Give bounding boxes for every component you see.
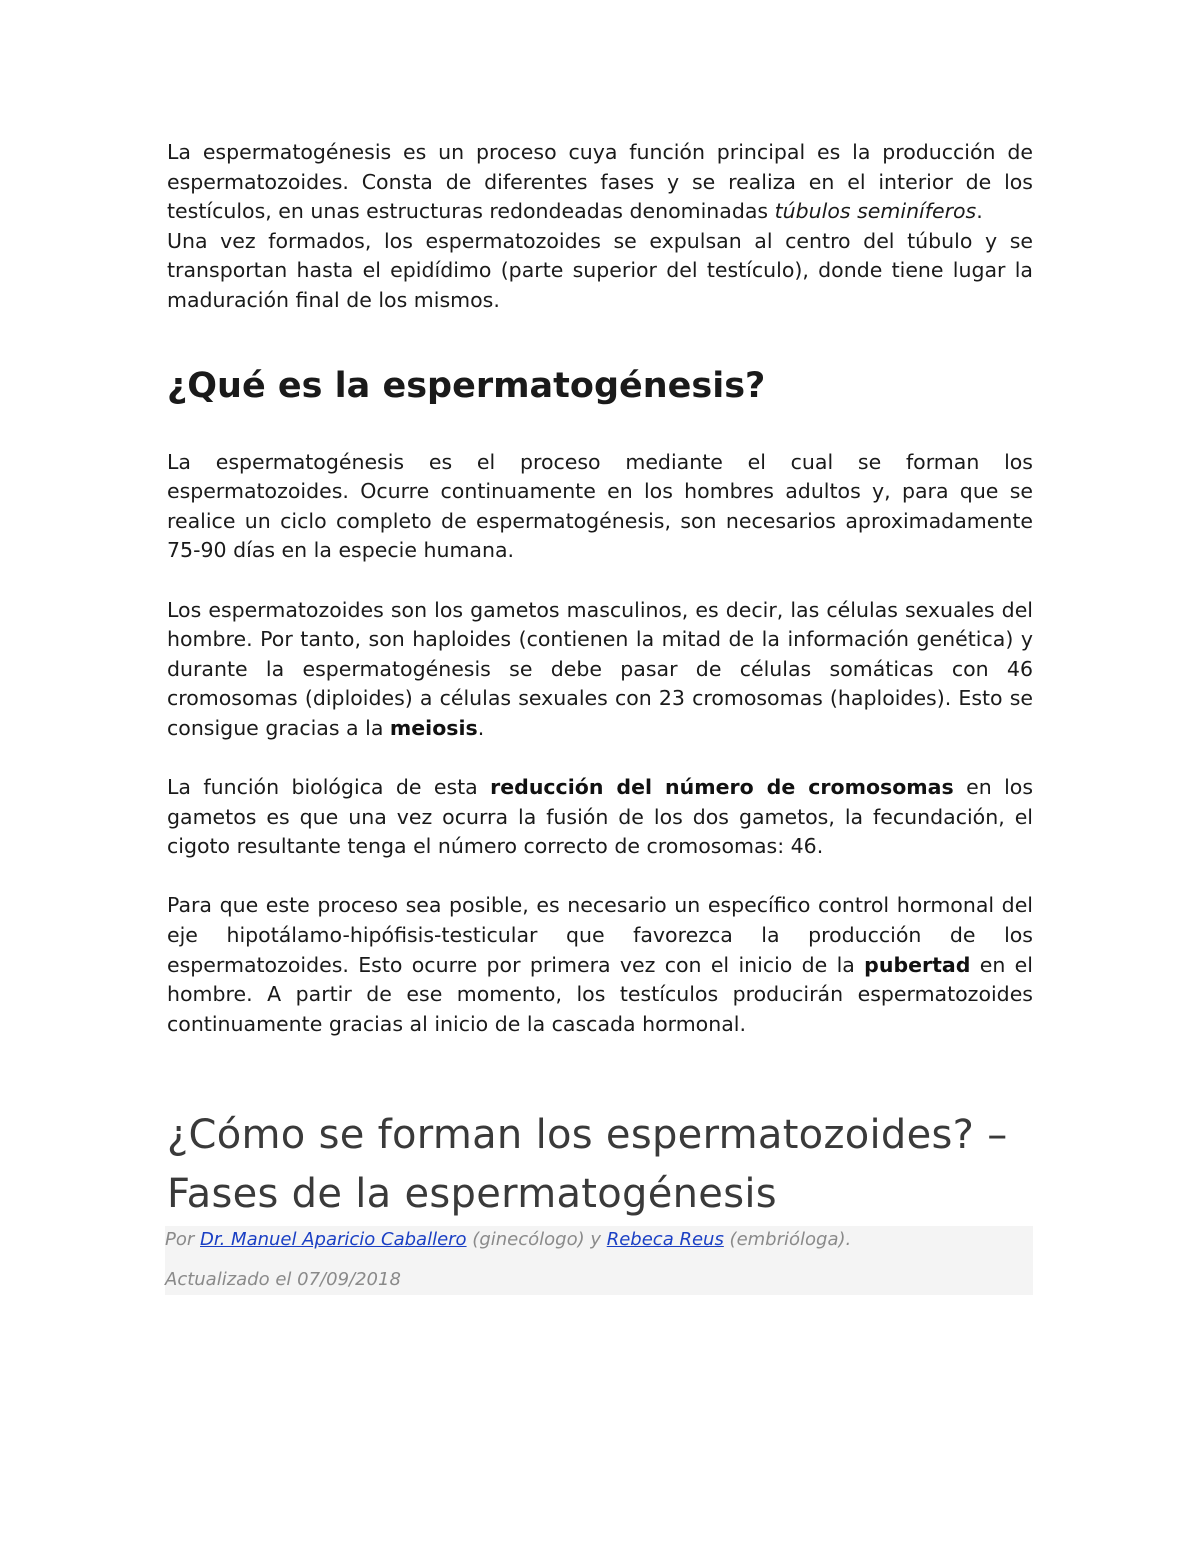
byline-prefix: Por — [165, 1229, 200, 1251]
document-page — [167, 138, 1033, 1295]
byline-role-1: (ginecólogo) y — [466, 1229, 607, 1251]
author-link-manuel-aparicio[interactable]: Dr. Manuel Aparicio Caballero — [200, 1229, 467, 1251]
byline-authors — [165, 1227, 1033, 1253]
byline-box — [165, 1226, 1033, 1295]
section1-paragraph-4 — [167, 891, 1033, 1039]
paragraph-text: Los espermatozoides son los gametos masculinos, es decir, las células sexuales del hombre. Por tanto, son haploides (contienen la mitad de la información genética) y durante la espermatogénesis se debe pasar de células somáticas con 46 cromosomas (diploides) a células sexuales con 23 cromosomas (haploides). Esto se consigue gracias a la — [167, 597, 1033, 740]
section-heading-que-es: ¿Qué es la espermatogénesis? — [167, 365, 766, 406]
byline-role-2: (embrióloga). — [723, 1229, 852, 1251]
intro-text: La espermatogénesis es un proceso cuya función principal es la producción de espermatozoides. Consta de diferentes fases y se realiza en el interior de los testículos, en unas estructuras redondeadas denominadas — [167, 140, 1033, 224]
author-link-rebeca-reus[interactable]: Rebeca Reus — [606, 1229, 724, 1251]
section1-paragraph-3 — [167, 773, 1033, 862]
section-heading-fases: ¿Cómo se forman los espermatozoides? – Fases de la espermatogénesis — [167, 1112, 1008, 1218]
term-meiosis: meiosis — [389, 715, 478, 740]
paragraph-text-end: en el hombre. A partir de ese momento, los testículos producirán espermatozoides continuamente gracias al inicio de la cascada hormonal. — [167, 952, 1033, 1036]
paragraph-text: Para que este proceso sea posible, es necesario un específico control hormonal del eje hipotálamo-hipófisis-testicular que favorezca la producción de los espermatozoides. Esto ocurre por primera vez con el inicio de la — [167, 893, 1033, 977]
paragraph-text-end: en los gametos es que una vez ocurra la fusión de los dos gametos, la fecundación, el cigoto resultante tenga el número correcto de cromosomas: 46. — [167, 775, 1033, 859]
intro-paragraph-1 — [167, 138, 1033, 227]
intro-paragraph-2: Una vez formados, los espermatozoides se expulsan al centro del túbulo y se transportan hasta el epidídimo (parte superior del testículo), donde tiene lugar la maduración final de los mismos. — [167, 228, 1033, 312]
term-tubulos-seminiferos: túbulos seminíferos — [774, 199, 977, 224]
section1-paragraph-1: La espermatogénesis es el proceso mediante el cual se forman los espermatozoides. Ocurre continuamente en los hombres adultos y, para que se realice un ciclo completo de espermatogénesis, son necesarios aproximadamente 75-90 días en la especie humana. — [167, 449, 1033, 563]
paragraph-text: La función biológica de esta — [167, 775, 491, 800]
term-reduccion-cromosomas: reducción del número de cromosomas — [490, 775, 954, 800]
paragraph-text-end: . — [477, 715, 485, 740]
section1-paragraph-2 — [167, 596, 1033, 744]
byline-updated-date: Actualizado el 07/09/2018 — [165, 1269, 401, 1291]
term-pubertad: pubertad — [864, 952, 971, 977]
intro-text-end: . — [976, 199, 983, 224]
